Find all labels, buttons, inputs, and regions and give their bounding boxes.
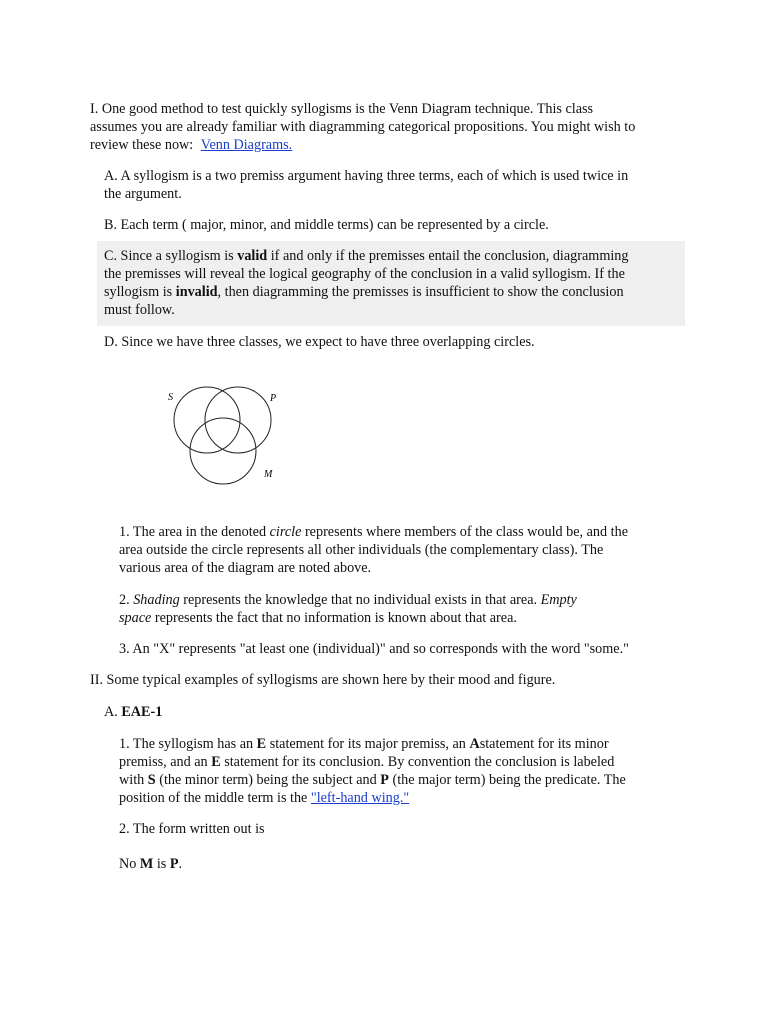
eae1-heading (104, 703, 162, 721)
eae-item-1-line-1-c: statement for its major premiss, an (266, 736, 470, 752)
item-3-line-1: 3. An "X" represents "at least one (individual)" and so corresponds with the word "some." (119, 641, 629, 657)
item-2-line-2 (119, 609, 517, 627)
point-d-line-1: D. Since we have three classes, we expect to have three overlapping circles. (104, 334, 535, 350)
venn-label-s: S (168, 392, 173, 403)
venn-circle-p (205, 387, 271, 453)
eae-item-1-line-3-e: (the major term) being the predicate. The (388, 772, 626, 788)
intro-line-2: assumes you are already familiar with diagramming categorical propositions. You might wish to (90, 119, 636, 135)
p-term: P (380, 772, 389, 788)
eae-item-1-line-4 (119, 789, 409, 807)
a-statement: A (469, 736, 480, 752)
venn-circle-s (174, 387, 240, 453)
item-1-line-3: various area of the diagram are noted above. (119, 560, 372, 576)
venn-diagrams-link[interactable]: Venn Diagrams. (200, 137, 293, 153)
space-term: space (119, 610, 152, 626)
valid-term: valid (237, 248, 268, 264)
form-statement (119, 855, 182, 873)
point-a-line-2: the argument. (104, 186, 182, 202)
intro-line-3-text: review these now: (90, 137, 194, 153)
point-c-line-4: must follow. (104, 302, 175, 318)
e-statement-2: E (211, 754, 221, 770)
eae-item-1-line-4-a: position of the middle term is the (119, 790, 311, 806)
point-c-line-3-c: , then diagramming the premisses is insufficient to show the conclusion (217, 284, 624, 300)
section-2-heading: II. Some typical examples of syllogisms are shown here by their mood and figure. (90, 672, 556, 688)
intro-line-1: I. One good method to test quickly syllogisms is the Venn Diagram technique. This class (90, 101, 594, 117)
eae-item-1-line-3-c: (the minor term) being the subject and (155, 772, 381, 788)
point-b-line-1: B. Each term ( major, minor, and middle terms) can be represented by a circle. (104, 217, 549, 233)
item-2-line-1-c: represents the knowledge that no individual exists in that area. (179, 592, 541, 608)
venn-label-p: P (270, 393, 277, 404)
point-c-line-2: the premisses will reveal the logical geography of the conclusion in a valid syllogism. If the (104, 266, 625, 282)
point-c-line-3 (104, 283, 624, 301)
venn-label-m: M (264, 469, 273, 480)
item-1-line-1-c: represents where members of the class would be, and the (301, 524, 629, 540)
form-p: P (169, 856, 179, 872)
empty-term: Empty (540, 592, 577, 608)
item-1-line-2: area outside the circle represents all other individuals (the complementary class). The (119, 542, 604, 558)
eae1-title: EAE-1 (121, 704, 163, 720)
venn-circle-m (190, 418, 256, 484)
eae-item-1-line-2 (119, 753, 614, 771)
e-statement-1: E (256, 736, 267, 752)
item-1-line-1 (119, 523, 628, 541)
shading-term: Shading (133, 592, 180, 608)
s-term: S (147, 772, 156, 788)
eae-item-2-line-1: 2. The form written out is (119, 821, 265, 837)
intro-line-3 (90, 136, 292, 154)
point-c-line-1-a: C. Since a syllogism is (104, 248, 238, 264)
invalid-term: invalid (175, 284, 218, 300)
eae1-prefix: A. (104, 704, 122, 720)
venn-diagram (160, 380, 290, 490)
eae-item-1-line-1 (119, 735, 609, 753)
eae-item-1-line-1-e: statement for its minor (479, 736, 609, 752)
point-c-line-1-c: if and only if the premisses entail the conclusion, diagramming (267, 248, 629, 264)
item-2-line-2-b: represents the fact that no information is known about that area. (151, 610, 517, 626)
item-1-line-1-a: 1. The area in the denoted (119, 524, 270, 540)
form-period: . (178, 856, 183, 872)
eae-item-1-line-3-a: with (119, 772, 148, 788)
eae-item-1-line-1-a: 1. The syllogism has an (119, 736, 257, 752)
point-c-line-3-a: syllogism is (104, 284, 176, 300)
form-m: M (139, 856, 154, 872)
circle-term: circle (269, 524, 302, 540)
point-c-line-1 (104, 247, 629, 265)
form-is: is (153, 856, 170, 872)
form-no: No (119, 856, 140, 872)
point-a-line-1: A. A syllogism is a two premiss argument having three terms, each of which is used twice in (104, 168, 629, 184)
item-2-line-1-a: 2. (119, 592, 134, 608)
item-2-line-1 (119, 591, 577, 609)
eae-item-1-line-2-c: statement for its conclusion. By convention the conclusion is labeled (220, 754, 615, 770)
left-hand-wing-link[interactable]: "left-hand wing." (310, 790, 410, 806)
eae-item-1-line-3 (119, 771, 626, 789)
eae-item-1-line-2-a: premiss, and an (119, 754, 212, 770)
